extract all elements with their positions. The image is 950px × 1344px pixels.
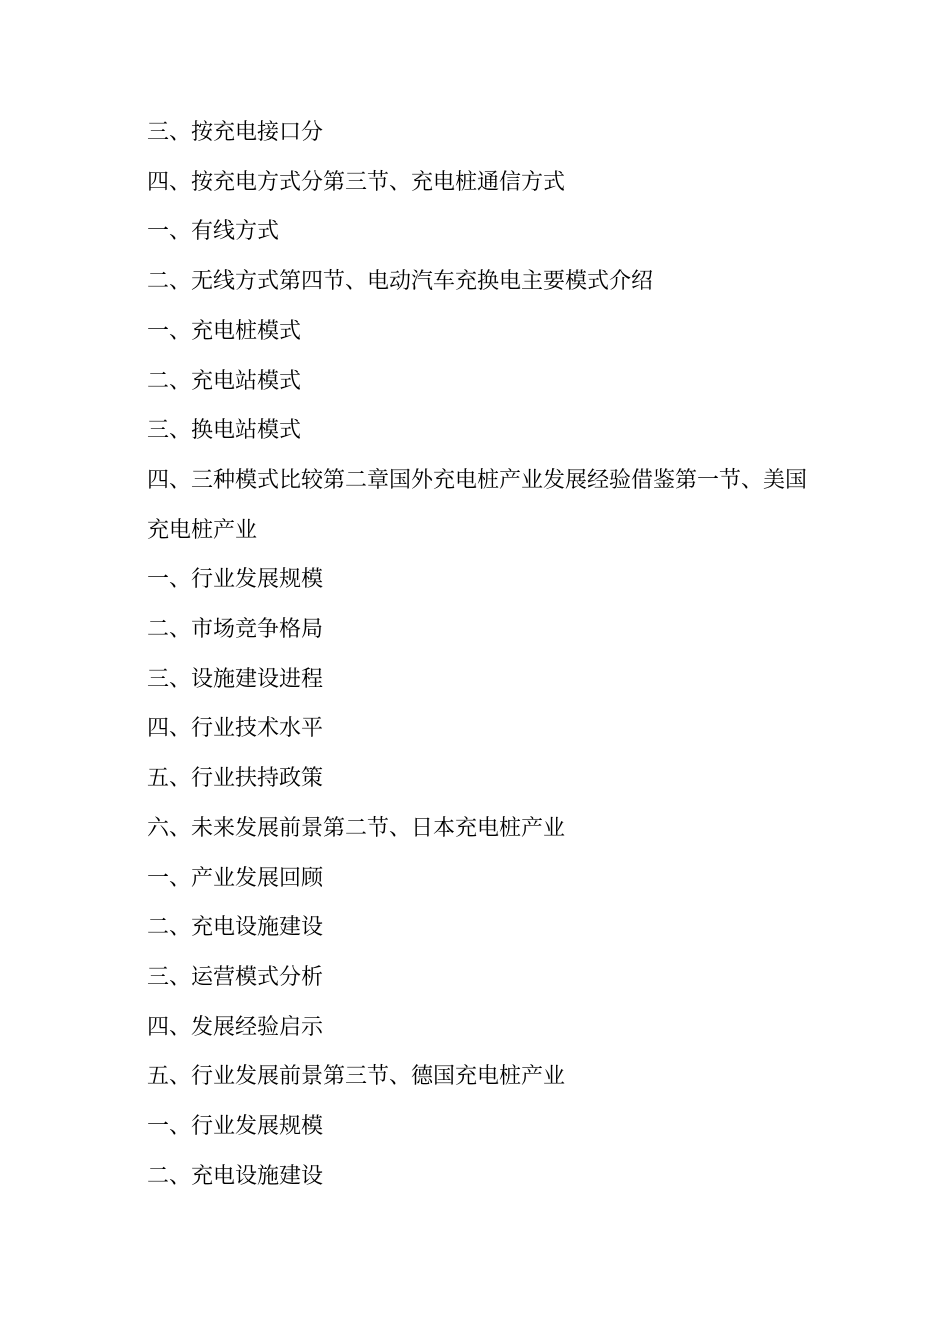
toc-line: 一、产业发展回顾 [147, 865, 324, 891]
toc-line: 五、行业发展前景第三节、德国充电桩产业 [147, 1064, 566, 1090]
toc-line: 二、充电站模式 [147, 368, 302, 394]
toc-line: 二、充电设施建设 [147, 1163, 324, 1189]
toc-line: 五、行业扶持政策 [147, 766, 324, 792]
toc-line: 二、市场竞争格局 [147, 617, 324, 643]
document-body [147, 108, 837, 1201]
toc-line: 四、行业技术水平 [147, 716, 324, 742]
toc-line: 四、发展经验启示 [147, 1014, 324, 1040]
toc-line: 三、运营模式分析 [147, 964, 324, 990]
toc-line: 三、设施建设进程 [147, 666, 324, 692]
toc-line: 一、行业发展规模 [147, 567, 324, 593]
toc-line: 六、未来发展前景第二节、日本充电桩产业 [147, 815, 566, 841]
toc-line: 四、按充电方式分第三节、充电桩通信方式 [147, 169, 566, 195]
toc-line: 一、行业发展规模 [147, 1114, 324, 1140]
toc-line: 二、充电设施建设 [147, 915, 324, 941]
toc-line: 一、充电桩模式 [147, 318, 302, 344]
toc-line-continuation: 充电桩产业 [147, 517, 258, 543]
toc-line: 一、有线方式 [147, 219, 280, 245]
toc-line: 二、无线方式第四节、电动汽车充换电主要模式介绍 [147, 269, 654, 295]
toc-line: 三、换电站模式 [147, 418, 302, 444]
toc-line: 三、按充电接口分 [147, 120, 324, 145]
toc-line: 四、三种模式比较第二章国外充电桩产业发展经验借鉴第一节、美国 [147, 467, 808, 493]
